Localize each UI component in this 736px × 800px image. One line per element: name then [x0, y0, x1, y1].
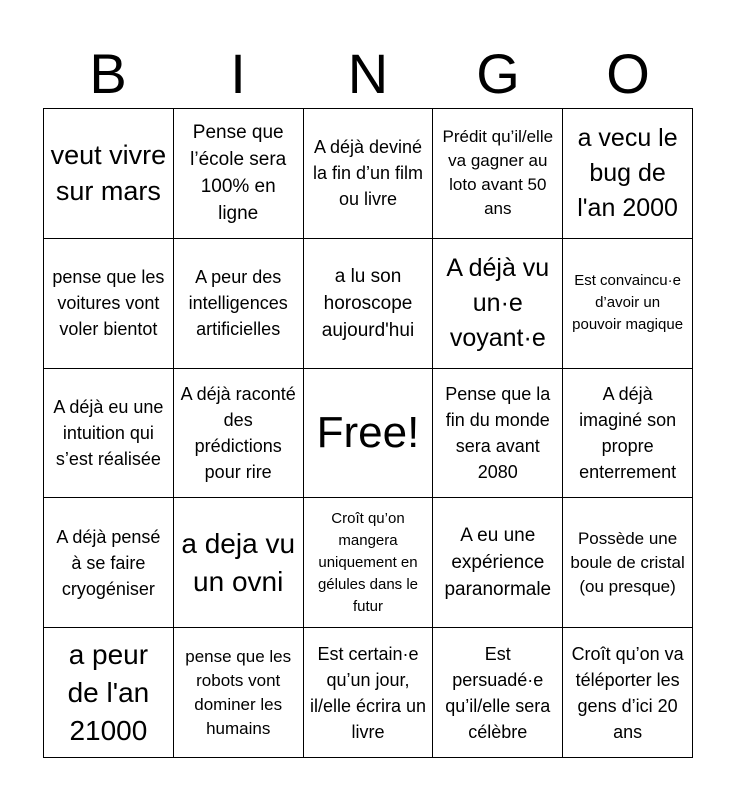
- bingo-cell[interactable]: [174, 628, 304, 758]
- bingo-cell[interactable]: [44, 369, 174, 499]
- bingo-cell[interactable]: [174, 109, 304, 239]
- cell-text: A déjà deviné la fin d’un film ou livre: [312, 137, 424, 210]
- header-letter-i: I: [230, 42, 246, 105]
- bingo-cell[interactable]: [563, 239, 693, 369]
- cell-text: A eu une expérience paranormale: [444, 525, 552, 601]
- bingo-cell[interactable]: [174, 239, 304, 369]
- cell-text: A déjà eu une intuition qui s’est réalisée: [53, 396, 164, 469]
- bingo-cell[interactable]: [44, 498, 174, 628]
- bingo-cell[interactable]: [433, 628, 563, 758]
- cell-text: pense que les voitures vont voler bientot: [52, 267, 165, 340]
- bingo-cell[interactable]: [433, 239, 563, 369]
- cell-text: Est convaincu·e d’avoir un pouvoir magique: [572, 272, 684, 334]
- bingo-cell[interactable]: [44, 239, 174, 369]
- cell-text: Possède une boule de cristal (ou presque): [570, 528, 685, 596]
- header-letter-g: G: [476, 42, 520, 105]
- bingo-cell[interactable]: [174, 498, 304, 628]
- free-label: Free!: [316, 407, 420, 457]
- cell-text: Pense que la fin du monde sera avant 2080: [445, 383, 551, 482]
- bingo-cell[interactable]: [563, 628, 693, 758]
- cell-text: A déjà pensé à se faire cryogéniser: [56, 526, 161, 599]
- cell-text: veut vivre sur mars: [50, 140, 167, 207]
- cell-text: A déjà vu un·e voyant·e: [446, 253, 550, 352]
- bingo-cell[interactable]: [563, 109, 693, 239]
- bingo-cell[interactable]: [304, 239, 434, 369]
- free-cell[interactable]: [304, 369, 434, 499]
- cell-text: Croît qu’on va téléporter les gens d’ici 20 ans: [571, 643, 684, 742]
- bingo-cell[interactable]: [304, 109, 434, 239]
- bingo-cell[interactable]: [433, 369, 563, 499]
- bingo-cell[interactable]: [174, 369, 304, 499]
- bingo-cell[interactable]: [44, 109, 174, 239]
- bingo-cell[interactable]: [563, 369, 693, 499]
- cell-text: Pense que l’école sera 100% en ligne: [190, 122, 287, 225]
- bingo-header: [43, 40, 693, 108]
- bingo-cell[interactable]: [44, 628, 174, 758]
- bingo-cell[interactable]: [304, 628, 434, 758]
- bingo-cell[interactable]: [304, 498, 434, 628]
- cell-text: Est certain·e qu’un jour, il/elle écrira un livre: [309, 643, 427, 742]
- header-letter-n: N: [347, 42, 389, 105]
- header-letter-b: B: [89, 42, 127, 105]
- cell-text: Croît qu’on mangera uniquement en gélules dans le futur: [317, 509, 419, 615]
- cell-text: Est persuadé·e qu’il/elle sera célèbre: [445, 643, 551, 742]
- cell-text: pense que les robots vont dominer les humains: [185, 646, 292, 738]
- cell-text: a deja vu un ovni: [181, 527, 296, 597]
- cell-text: a peur de l'an 21000: [67, 638, 150, 746]
- cell-text: a vecu le bug de l'an 2000: [577, 123, 678, 222]
- header-letter-o: O: [606, 42, 650, 105]
- cell-text: Prédit qu’il/elle va gagner au loto avant 50 ans: [442, 127, 554, 219]
- bingo-grid: [43, 108, 693, 758]
- cell-text: A déjà imaginé son propre enterrement: [579, 383, 677, 482]
- bingo-cell[interactable]: [433, 109, 563, 239]
- cell-text: a lu son horoscope aujourd'hui: [321, 265, 415, 341]
- bingo-cell[interactable]: [563, 498, 693, 628]
- bingo-cell[interactable]: [433, 498, 563, 628]
- cell-text: A peur des intelligences artificielles: [188, 267, 288, 340]
- cell-text: A déjà raconté des prédictions pour rire: [180, 383, 296, 482]
